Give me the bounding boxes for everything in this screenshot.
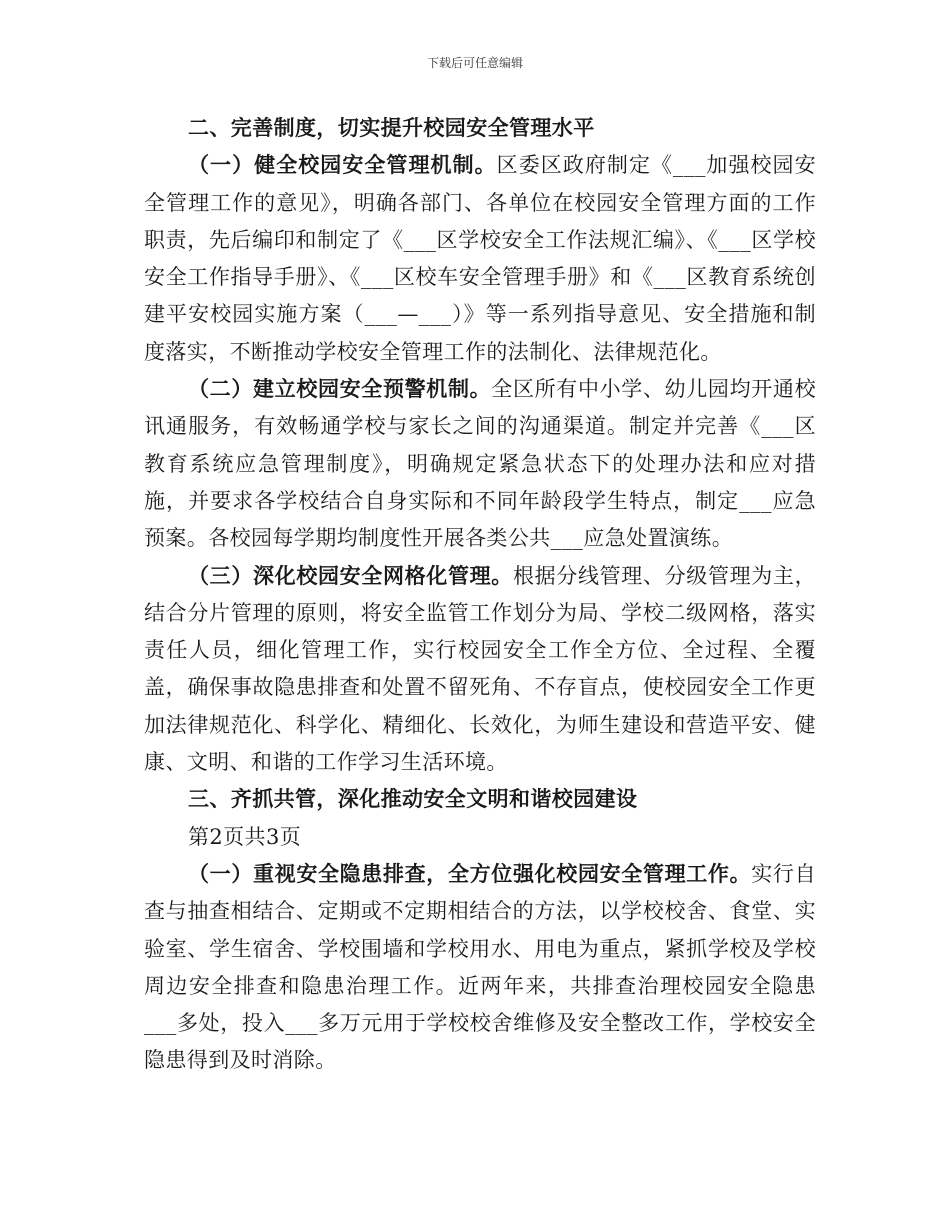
- section-heading-2: 二、完善制度，切实提升校园安全管理水平: [188, 116, 595, 140]
- page-number: 第2页共3页: [188, 824, 302, 849]
- paragraph-2-lead: （二）建立校园安全预警机制。: [188, 377, 492, 402]
- page-header: 下载后可任意编辑: [426, 56, 523, 70]
- paragraph-2-body: 全区所有中小学、幼儿园均开通校讯通服务，有效畅通学校与家长之间的沟通渠道。制定并完善《___区教育系统应急管理制度》，明确规定紧急状态下的处理办法和应对措施，并要求各学校结合自身实际和不同年龄段学生特点，制定___应急预案。各校园每学期均制度性开展各类公共___应急处置演练。: [144, 377, 816, 551]
- paragraph-3: [144, 558, 816, 782]
- paragraph-4: [144, 856, 816, 1080]
- paragraph-3-lead: （三）深化校园安全网格化管理。: [188, 563, 513, 588]
- paragraph-1: [144, 147, 816, 371]
- paragraph-4-body: 实行自查与抽查相结合、定期或不定期相结合的方法，以学校校舍、食堂、实验室、学生宿舍、学校围墙和学校用水、用电为重点，紧抓学校及学校周边安全排查和隐患治理工作。近两年来，共排查治理校园安全隐患___多处，投入___多万元用于学校校舍维修及安全整改工作，学校安全隐患得到及时消除。: [144, 861, 816, 1073]
- paragraph-1-body: 区委区政府制定《___加强校园安全管理工作的意见》，明确各部门、各单位在校园安全管理方面的工作职责，先后编印和制定了《___区学校安全工作法规汇编》、《___区学校安全工作指导手册》、《___区校车安全管理手册》和《___区教育系统创建平安校园实施方案（___—___）》等一系列指导意见、安全措施和制度落实，不断推动学校安全管理工作的法制化、法律规范化。: [144, 153, 816, 364]
- paragraph-4-lead: （一）重视安全隐患排查，全方位强化校园安全管理工作。: [188, 861, 752, 886]
- section-heading-3: 三、齐抓共管，深化推动安全文明和谐校园建设: [188, 787, 638, 812]
- paragraph-3-body: 根据分线管理、分级管理为主，结合分片管理的原则，将安全监管工作划分为局、学校二级网格，落实责任人员，细化管理工作，实行校园安全工作全方位、全过程、全覆盖，确保事故隐患排查和处置不留死角、不存盲点，使校园安全工作更加法律规范化、科学化、精细化、长效化，为师生建设和营造平安、健康、文明、和谐的工作学习生活环境。: [144, 563, 816, 775]
- paragraph-1-lead: （一）健全校园安全管理机制。: [188, 153, 497, 178]
- document-body: [144, 110, 816, 1080]
- paragraph-2: [144, 371, 816, 557]
